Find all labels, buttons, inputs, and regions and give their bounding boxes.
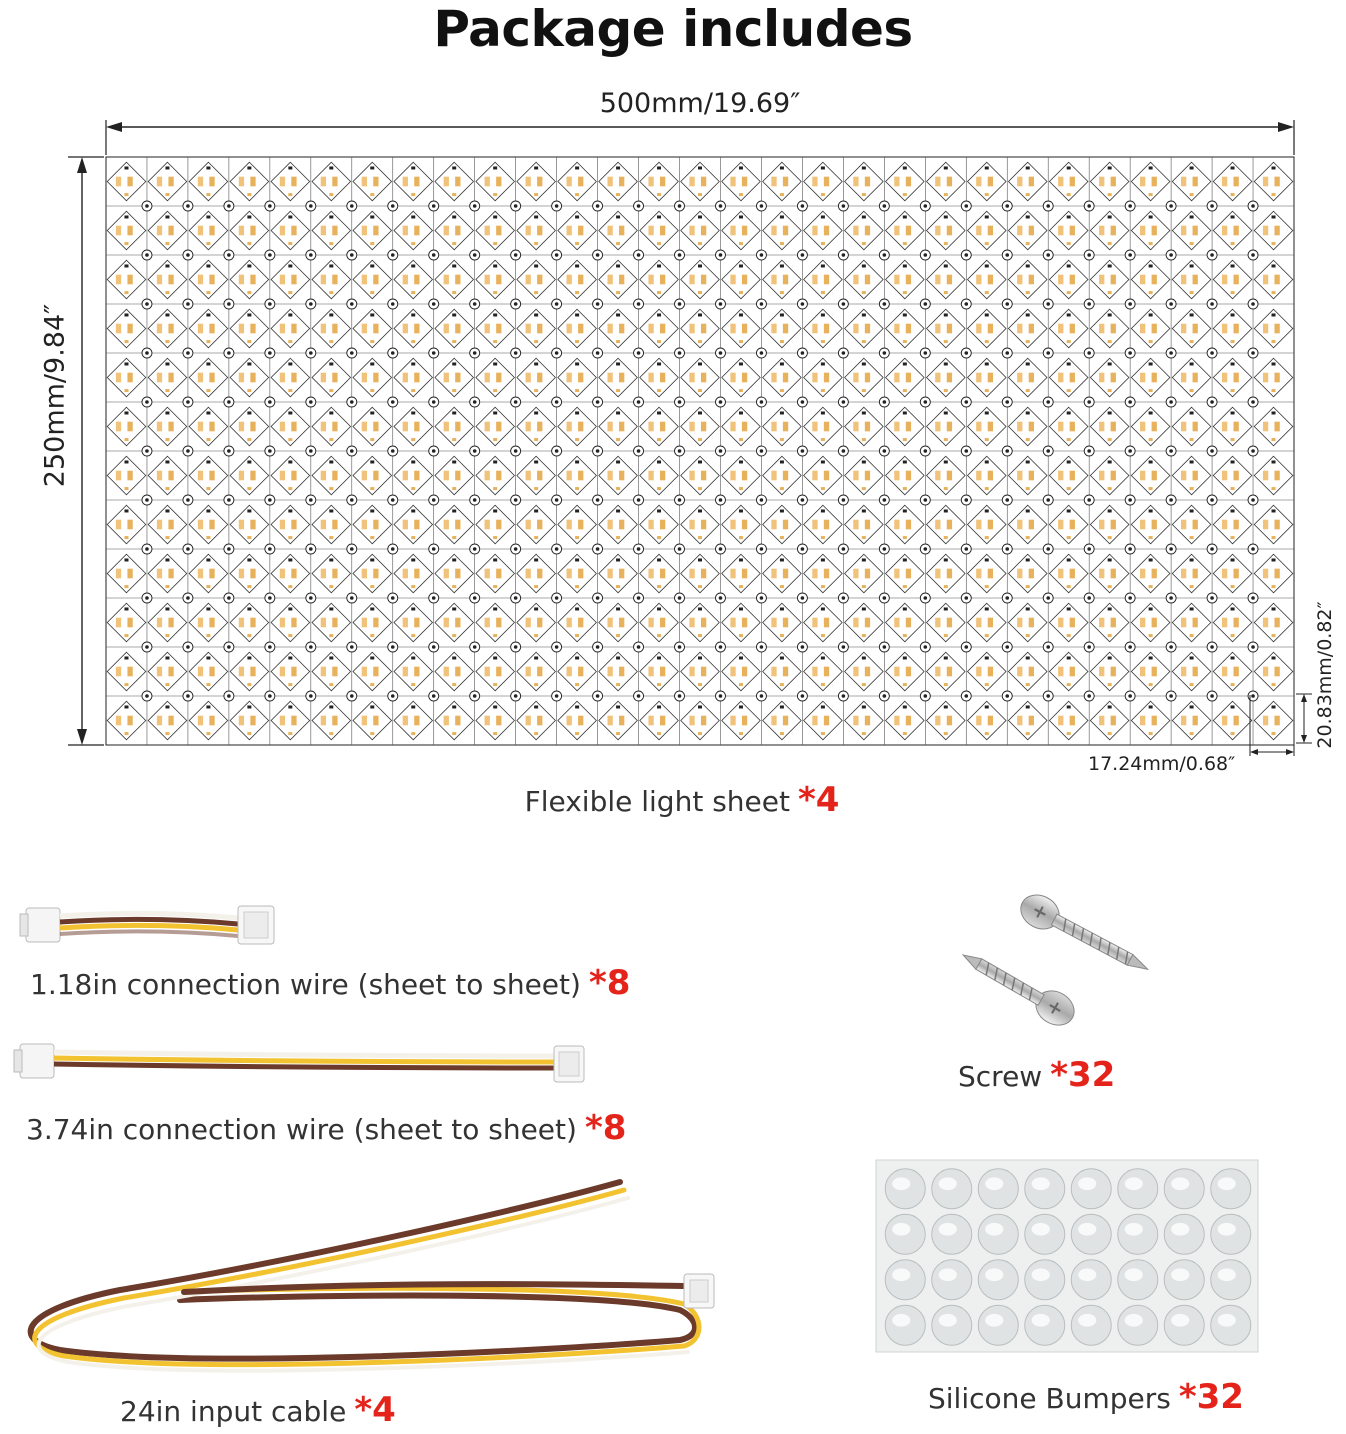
width-label: 500mm/19.69″ [599,88,801,119]
long-wire-label: 3.74in connection wire (sheet to sheet) [26,1113,577,1146]
cell-height-label: 20.83mm/0.82″ [1314,601,1336,749]
input-cable-label: 24in input cable [120,1395,347,1428]
short-connection-wire-image [0,880,300,970]
long-connection-wire-image [0,1030,600,1100]
page-title: Package includes [433,0,913,58]
height-label: 250mm/9.84″ [39,303,71,488]
input-cable-caption [120,1390,396,1430]
sheet-label: Flexible light sheet [524,785,790,818]
screw-caption [958,1055,1115,1095]
screw-label: Screw [958,1060,1043,1093]
input-cable-image [0,1170,740,1390]
silicone-bumpers-image [870,1160,1264,1352]
short-wire-label: 1.18in connection wire (sheet to sheet) [30,968,581,1001]
cell-dimension-lines [1240,690,1320,770]
bumpers-qty: *32 [1178,1377,1244,1417]
short-wire-caption [30,963,630,1003]
sheet-caption [0,780,1346,820]
long-wire-caption [26,1108,626,1148]
long-wire-qty: *8 [584,1108,627,1148]
sheet-qty: *4 [797,780,840,820]
flexible-light-sheet-image [106,157,1294,745]
screw-qty: *32 [1050,1055,1116,1095]
input-cable-qty: *4 [354,1390,396,1430]
short-wire-qty: *8 [588,963,631,1003]
bumpers-label: Silicone Bumpers [928,1382,1171,1415]
screws-image [960,880,1160,1050]
cell-width-label: 17.24mm/0.68″ [1088,753,1236,775]
width-dimension-line [0,0,1346,160]
bumpers-caption [928,1377,1244,1417]
